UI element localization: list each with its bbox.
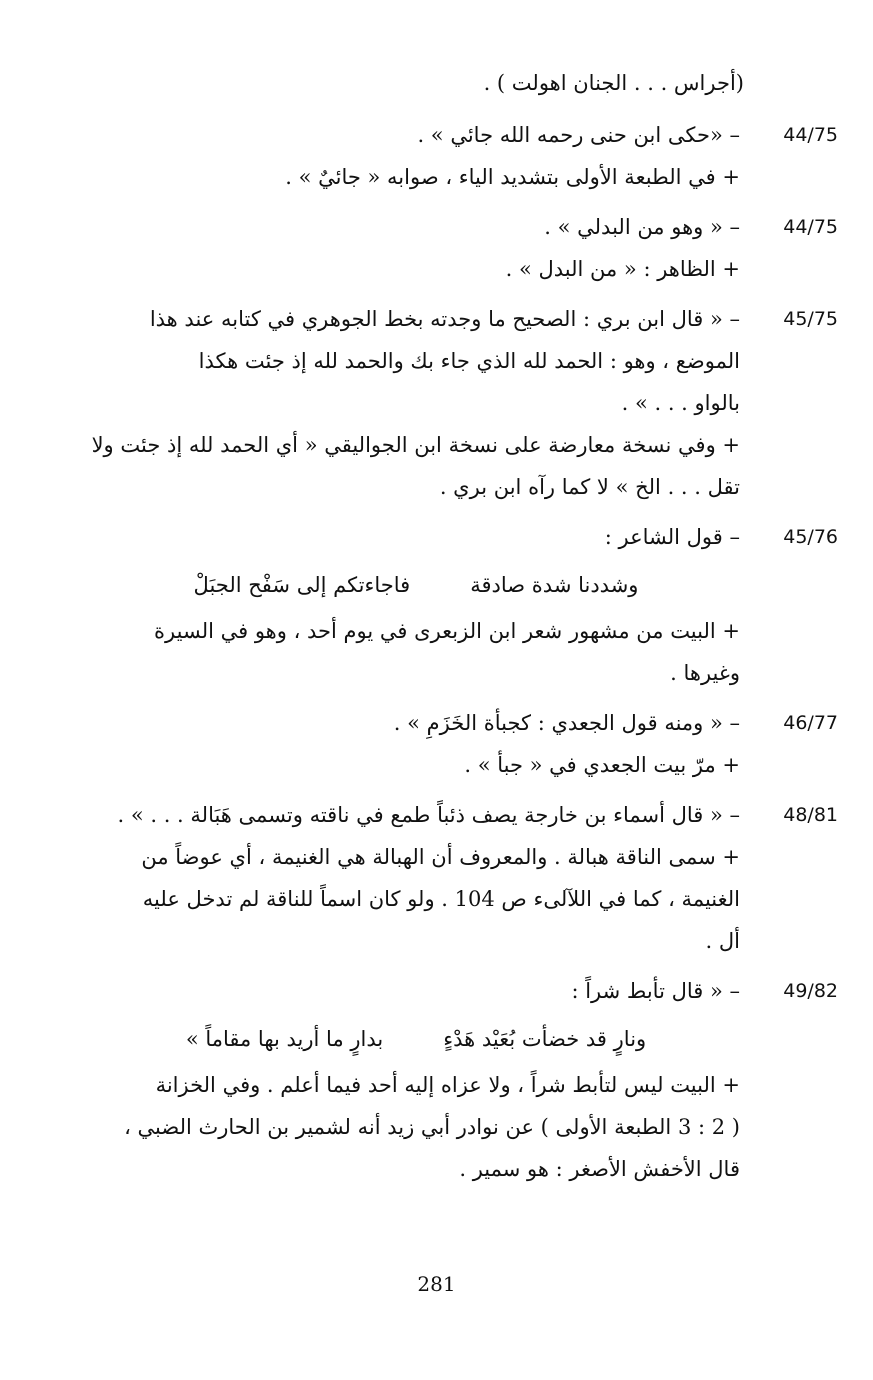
entry-line: الغنيمة ، كما في اللآلىء ص 104 . ولو كان اسماً للناقة لم تدخل عليه: [142, 887, 740, 911]
entry-46-77: [92, 702, 838, 786]
entry-49-82: [92, 970, 838, 1190]
entry-line: + البيت من مشهور شعر ابن الزبعرى في يوم أحد ، وهو في السيرة: [154, 619, 740, 643]
entry-reference: 48/81: [783, 804, 838, 826]
entry-line: – « وهو من البدلي » .: [544, 215, 740, 239]
entry-line: قال الأخفش الأصغر : هو سمير .: [459, 1157, 740, 1181]
intro-line: (أجراس . . . الجنان اهولت ) .: [483, 71, 744, 95]
entry-44-75-b: [92, 206, 838, 290]
entry-line: + مرّ بيت الجعدي في « جبأ » .: [464, 753, 740, 777]
entry-45-75: [92, 298, 838, 508]
entry-line: – « قال تأبط شراً :: [571, 979, 740, 1003]
entry-45-76: [92, 516, 838, 694]
entry-line: + سمى الناقة هبالة . والمعروف أن الهبالة هي الغنيمة ، أي عوضاً من: [141, 845, 740, 869]
entry-reference: 46/77: [783, 712, 838, 734]
entry-48-81: [92, 794, 838, 962]
verse-first-hemistich: ونارٍ قد خضأت بُعَيْد هَدْءٍ: [443, 1027, 647, 1051]
entry-line: + وفي نسخة معارضة على نسخة ابن الجواليقي « أي الحمد لله إذ جئت ولا: [91, 433, 740, 457]
entry-reference: 44/75: [783, 216, 838, 238]
entry-44-75-a: [92, 114, 838, 198]
entry-line: – « ومنه قول الجعدي : كجبأة الخَزَمِ » .: [393, 711, 740, 735]
entry-reference: 45/76: [783, 526, 838, 548]
entry-line: + في الطبعة الأولى بتشديد الياء ، صوابه « جائيٌ » .: [285, 165, 740, 189]
page-body: [92, 62, 838, 1190]
entry-line: وغيرها .: [670, 661, 740, 685]
entry-line: ( 2 : 3 الطبعة الأولى ) عن نوادر أبي زيد أنه لشمير بن الحارث الضبي ،: [124, 1115, 740, 1139]
entry-line: + البيت ليس لتأبط شراً ، ولا عزاه إليه أحد فيما أعلم . وفي الخزانة: [155, 1073, 740, 1097]
poem-verse: [92, 558, 740, 610]
entry-reference: 49/82: [783, 980, 838, 1002]
verse-second-hemistich: فاجاءتكم إلى سَفْح الجبَلْ: [193, 573, 411, 597]
entry-line: – « قال أسماء بن خارجة يصف ذئباً طمع في ناقته وتسمى هَبَالة . . . » .: [117, 803, 740, 827]
entry-reference: 44/75: [783, 124, 838, 146]
entry-line: الموضع ، وهو : الحمد لله الذي جاء بك والحمد لله إذ جئت هكذا: [198, 349, 740, 373]
entry-line: – قول الشاعر :: [604, 525, 740, 549]
entry-line: – « قال ابن بري : الصحيح ما وجدته بخط الجوهري في كتابه عند هذا: [149, 307, 740, 331]
entry-line: – «حكى ابن حنى رحمه الله جائي » .: [417, 123, 740, 147]
verse-first-hemistich: وشددنا شدة صادقة: [470, 573, 639, 597]
verse-second-hemistich: بدارٍ ما أريد بها مقاماً »: [185, 1027, 384, 1051]
entry-line: تقل . . . الخ » لا كما رآه ابن بري .: [439, 475, 740, 499]
page-number: 281: [417, 1272, 456, 1296]
entry-line: أل .: [705, 929, 740, 953]
entry-line: بالواو . . . » .: [621, 391, 740, 415]
poem-verse: [92, 1012, 740, 1064]
entry-reference: 45/75: [783, 308, 838, 330]
entry-line: + الظاهر : « من البدل » .: [505, 257, 740, 281]
